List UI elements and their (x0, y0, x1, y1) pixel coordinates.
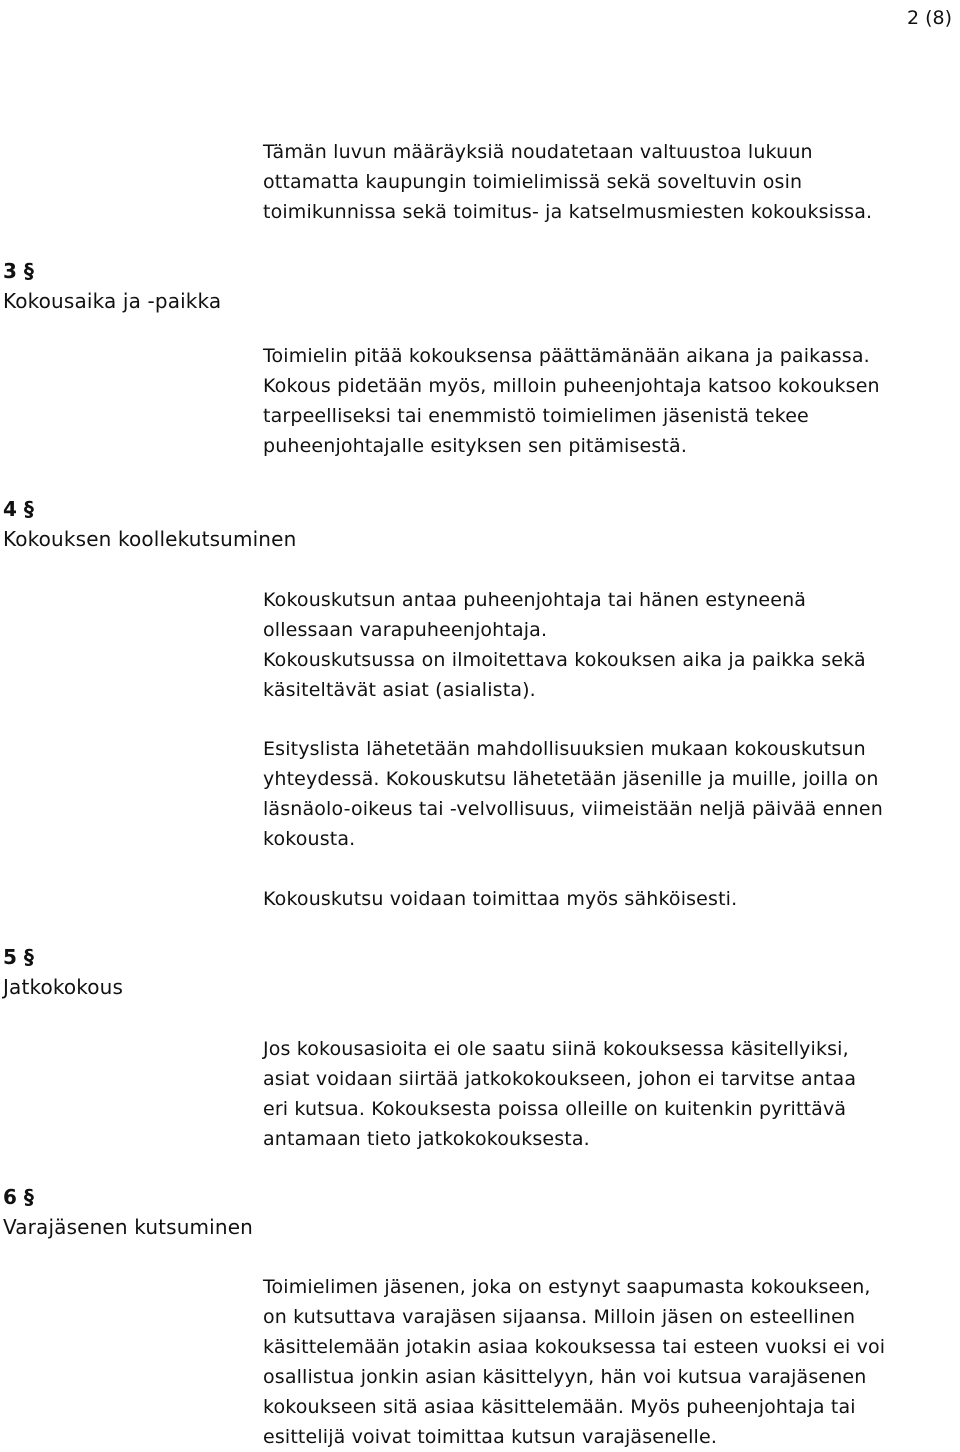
text-line: läsnäolo-oikeus tai -velvollisuus, viimeistään neljä päivää ennen (263, 798, 883, 820)
text-line: Kokouskutsun antaa puheenjohtaja tai hänen estyneenä (263, 589, 807, 611)
section-number: 3 § (3, 259, 34, 283)
text-line: antamaan tieto jatkokokouksesta. (263, 1128, 590, 1150)
text-line: eri kutsua. Kokouksesta poissa olleille on kuitenkin pyrittävä (263, 1098, 847, 1120)
text-line: yhteydessä. Kokouskutsu lähetetään jäsenille ja muille, joilla on (263, 768, 879, 790)
section-heading-4 (3, 494, 296, 554)
text-line: osallistua jonkin asian käsittelyyn, hän voi kutsua varajäsenen (263, 1366, 867, 1388)
text-line: käsiteltävät asiat (asialista). (263, 679, 536, 701)
section-title: Varajäsenen kutsuminen (3, 1215, 253, 1239)
text-line: on kutsuttava varajäsen sijaansa. Milloin jäsen on esteellinen (263, 1306, 856, 1328)
text-line: ollessaan varapuheenjohtaja. (263, 619, 548, 641)
section-number: 6 § (3, 1185, 34, 1209)
text-line: Kokouskutsussa on ilmoitettava kokouksen aika ja paikka sekä (263, 649, 866, 671)
text-line: käsittelemään jotakin asiaa kokouksessa tai esteen vuoksi ei voi (263, 1336, 886, 1358)
text-line: esittelijä voivat toimittaa kutsun varajäsenelle. (263, 1426, 718, 1448)
text-line: puheenjohtajalle esityksen sen pitämisestä. (263, 435, 688, 457)
section-title: Jatkokokous (3, 975, 124, 999)
section-4-paragraph-2 (263, 734, 883, 854)
section-heading-3 (3, 256, 221, 316)
text-line: kokoukseen sitä asiaa käsittelemään. Myös puheenjohtaja tai (263, 1396, 856, 1418)
text-line: Esityslista lähetetään mahdollisuuksien mukaan kokouskutsun (263, 738, 866, 760)
section-6-paragraph (263, 1272, 885, 1452)
text-line: asiat voidaan siirtää jatkokokoukseen, johon ei tarvitse antaa (263, 1068, 857, 1090)
section-3-paragraph (263, 341, 880, 461)
section-title: Kokouksen koollekutsuminen (3, 527, 297, 551)
text-line: toimikunnissa sekä toimitus- ja katselmusmiesten kokouksissa. (263, 201, 873, 223)
text-line: Toimielimen jäsenen, joka on estynyt saapumasta kokoukseen, (263, 1276, 871, 1298)
section-heading-6 (3, 1182, 253, 1242)
text-line: Kokous pidetään myös, milloin puheenjohtaja katsoo kokouksen (263, 375, 880, 397)
section-number: 4 § (3, 497, 34, 521)
section-5-paragraph (263, 1034, 856, 1154)
section-4-paragraph-3 (263, 884, 737, 914)
text-line: Tämän luvun määräyksiä noudatetaan valtuustoa lukuun (263, 141, 813, 163)
section-title: Kokousaika ja -paikka (3, 289, 222, 313)
text-line: Kokouskutsu voidaan toimittaa myös sähköisesti. (263, 888, 738, 910)
text-line: tarpeelliseksi tai enemmistö toimielimen jäsenistä tekee (263, 405, 809, 427)
text-line: Jos kokousasioita ei ole saatu siinä kokouksessa käsitellyiksi, (263, 1038, 849, 1060)
text-line: kokousta. (263, 828, 356, 850)
page-number: 2 (8) (906, 7, 952, 29)
text-line: ottamatta kaupungin toimielimissä sekä soveltuvin osin (263, 171, 803, 193)
section-number: 5 § (3, 945, 34, 969)
text-line: Toimielin pitää kokouksensa päättämänään aikana ja paikassa. (263, 345, 870, 367)
intro-paragraph (263, 137, 872, 227)
section-heading-5 (3, 942, 123, 1002)
section-4-paragraph-1 (263, 585, 866, 705)
